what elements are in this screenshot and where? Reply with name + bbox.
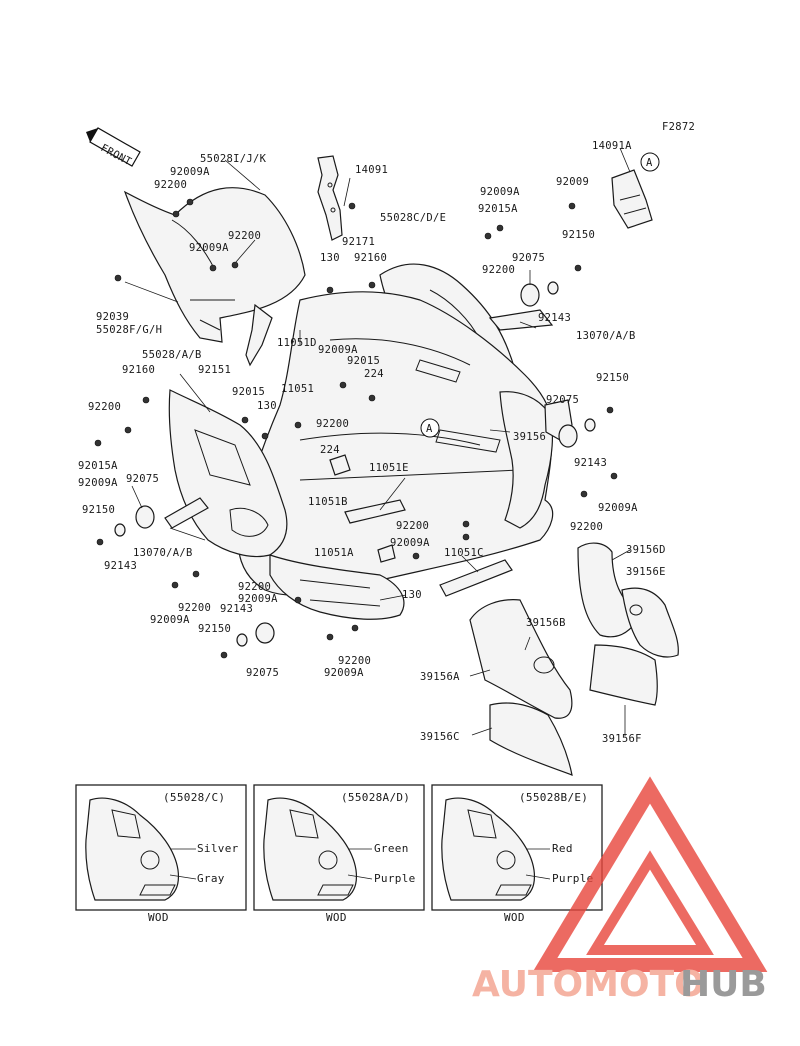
part-label: 39156B: [526, 617, 566, 629]
part-label: 55028C/D/E: [380, 212, 447, 224]
part-label: 92009A: [78, 477, 118, 489]
part-label: 92075: [126, 473, 160, 485]
part-label: 13070/A/B: [133, 547, 193, 559]
part-label: 92039: [96, 311, 130, 323]
part-label: 55028F/G/H: [96, 324, 163, 336]
part-label: 92150: [596, 372, 630, 384]
part-label: 92150: [82, 504, 116, 516]
part-label: 39156D: [626, 544, 666, 556]
part-label: 92009A: [318, 344, 358, 356]
part-label: 92015A: [478, 203, 518, 215]
part-label: 92009A: [390, 537, 430, 549]
panel-bottom-color: Gray: [197, 872, 225, 885]
part-label: 224: [364, 368, 384, 380]
panel-bottom-color: Purple: [374, 872, 416, 885]
part-label: 92009A: [480, 186, 520, 198]
part-label: 92009A: [598, 502, 638, 514]
part-label: 14091: [355, 164, 389, 176]
part-label: 55028I/J/K: [200, 153, 267, 165]
part-label: 92200: [482, 264, 516, 276]
bracket-14091A-part: [612, 170, 652, 228]
part-label: 14091A: [592, 140, 632, 152]
part-label: 224: [320, 444, 340, 456]
part-label: 92160: [354, 252, 388, 264]
side-cowl-left-part: [169, 390, 287, 557]
part-label: 92015: [347, 355, 381, 367]
part-label: 92009A: [150, 614, 190, 626]
part-label: 92009: [556, 176, 590, 188]
front-label: FRONT: [98, 142, 134, 169]
part-label: 92160: [122, 364, 156, 376]
part-label: 39156E: [626, 566, 666, 578]
panel-code: (55028B/E): [519, 791, 589, 804]
part-label: 130: [257, 400, 277, 412]
bracket-14091-part: [318, 156, 342, 240]
panel-code: (55028/C): [163, 791, 226, 804]
part-label: 92150: [198, 623, 232, 635]
svg-text:HUB: HUB: [680, 964, 767, 1005]
panel-top-color: Green: [374, 842, 409, 855]
panel-top-color: Silver: [197, 842, 239, 855]
panel-top-color: Red: [552, 842, 573, 855]
part-label: 55028/A/B: [142, 349, 202, 361]
color-panel-2: [254, 785, 424, 924]
part-label: 92150: [562, 229, 596, 241]
figure-code: F2872: [662, 121, 696, 133]
part-label: 92075: [546, 394, 580, 406]
part-label: 92009A: [324, 667, 364, 679]
part-label: 92200: [228, 230, 262, 242]
part-label: 92200: [88, 401, 122, 413]
panel-footer: WOD: [504, 911, 525, 924]
part-label: 92009A: [170, 166, 210, 178]
part-label: 92151: [198, 364, 232, 376]
part-label: 92200: [570, 521, 604, 533]
part-label: 92009A: [189, 242, 229, 254]
part-label: 92200: [338, 655, 372, 667]
part-label: 11051A: [314, 547, 354, 559]
part-label: 92200: [396, 520, 430, 532]
part-label: 11051E: [369, 462, 409, 474]
callout-marker-a-middle: [421, 419, 439, 437]
part-label: 92200: [154, 179, 188, 191]
svg-text:A: A: [426, 423, 433, 435]
panel-bottom-color: Purple: [552, 872, 594, 885]
panel-footer: WOD: [326, 911, 347, 924]
front-arrow-icon: [86, 128, 140, 168]
color-panel-1: [76, 785, 246, 924]
part-label: 39156A: [420, 671, 460, 683]
part-label: 39156F: [602, 733, 642, 745]
part-label: 92200: [238, 581, 272, 593]
part-label: 92075: [512, 252, 546, 264]
part-label: 92143: [104, 560, 138, 572]
part-label: 92143: [574, 457, 608, 469]
part-label: 11051: [281, 383, 315, 395]
watermark-text: [472, 964, 767, 1005]
panel-footer: WOD: [148, 911, 169, 924]
part-label: 92009A: [238, 593, 278, 605]
part-label: 11051D: [277, 337, 317, 349]
part-label: 92143: [538, 312, 572, 324]
part-label: 11051B: [308, 496, 348, 508]
part-label: 92200: [316, 418, 350, 430]
callout-marker-a-top: [641, 153, 659, 171]
part-label: 92200: [178, 602, 212, 614]
part-label: 92015A: [78, 460, 118, 472]
part-label: 39156C: [420, 731, 460, 743]
part-label: 39156: [513, 431, 547, 443]
svg-text:A: A: [646, 157, 653, 169]
part-label: 13070/A/B: [576, 330, 636, 342]
part-label: 11051C: [444, 547, 484, 559]
part-label: 92171: [342, 236, 376, 248]
part-label: 92015: [232, 386, 266, 398]
part-label: 92143: [220, 603, 254, 615]
panel-code: (55028A/D): [341, 791, 411, 804]
part-label: 130: [402, 589, 422, 601]
part-label: 130: [320, 252, 340, 264]
part-label: 92075: [246, 667, 280, 679]
svg-text:AUTOMOTO: AUTOMOTO: [472, 964, 705, 1005]
